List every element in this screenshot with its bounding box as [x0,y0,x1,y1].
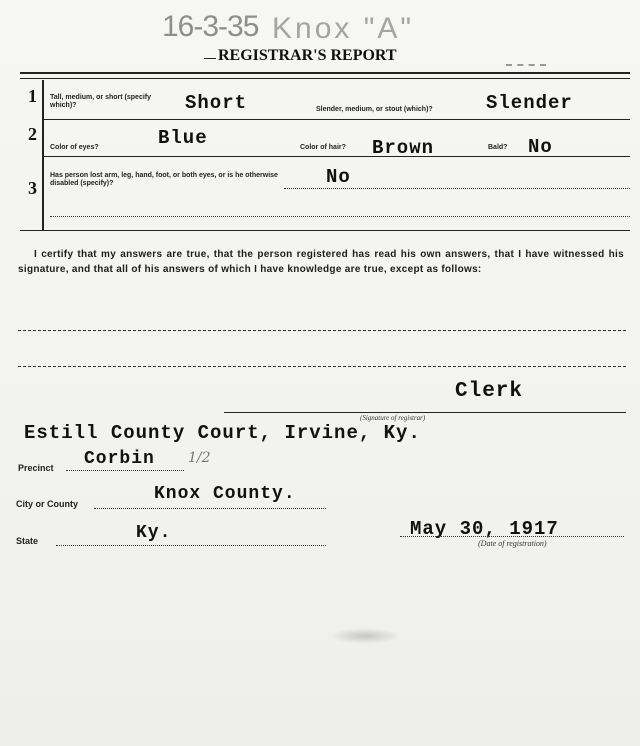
registrar-office: Estill County Court, Irvine, Ky. [24,422,421,444]
state-line [56,545,326,546]
disabled-value: No [326,166,351,188]
signature-line [224,412,626,413]
registrar-signature-title: Clerk [455,380,524,403]
build-value: Slender [486,92,573,114]
disabled-label: Has person lost arm, leg, hand, foot, or both eyes, or is he otherwise disabled (specify)? [50,172,278,187]
precinct-handwritten-mark: 1/2 [188,450,211,466]
registration-date: May 30, 1917 [410,518,559,540]
box-top-rule-2 [20,78,630,79]
precinct-label: Precinct [18,463,54,473]
build-label: Slender, medium, or stout (which)? [316,106,433,113]
height-value: Short [185,92,248,114]
precinct-line [66,470,184,471]
bald-value: No [528,136,553,158]
city-label: City or County [16,499,78,509]
row-3-dotline-1 [284,188,630,189]
stamp-serial: 16-3-35 [162,10,259,43]
row-1-number: 1 [28,86,37,106]
eyes-label: Color of eyes? [50,144,99,151]
height-label: Tall, medium, or short (specify which)? [50,94,152,109]
stamp-name: Knox "A" [272,12,415,45]
row-3-number: 3 [28,178,37,198]
box-bottom-rule [20,230,630,231]
date-line [400,536,624,537]
corner-mark [506,64,546,66]
row-2-number: 2 [28,124,37,144]
row-3-dotline-2 [50,216,630,217]
signature-caption: (Signature of registrar) [360,414,426,422]
eyes-value: Blue [158,127,208,149]
ink-smudge [330,628,400,644]
bald-label: Bald? [488,144,508,151]
certification-text: I certify that my answers are true, that the person registered has read his own answers, that I have witnessed his signature, and that all of his answers of which I have knowledge are true, except as follows: [18,249,624,275]
row-2-rule [42,156,630,157]
city-value: Knox County. [154,484,296,504]
exceptions-line-2 [18,366,626,367]
date-caption: (Date of registration) [478,539,547,548]
box-left-rule [42,80,44,230]
title-dash-left [204,58,216,59]
page-title: REGISTRAR'S REPORT [218,47,397,64]
row-1-rule [42,119,630,120]
box-top-rule-1 [20,72,630,74]
exceptions-line-1 [18,330,626,331]
precinct-value: Corbin [84,449,155,469]
city-line [94,508,326,509]
hair-value: Brown [372,137,435,159]
state-value: Ky. [136,523,172,543]
state-label: State [16,536,39,546]
hair-label: Color of hair? [300,144,346,151]
